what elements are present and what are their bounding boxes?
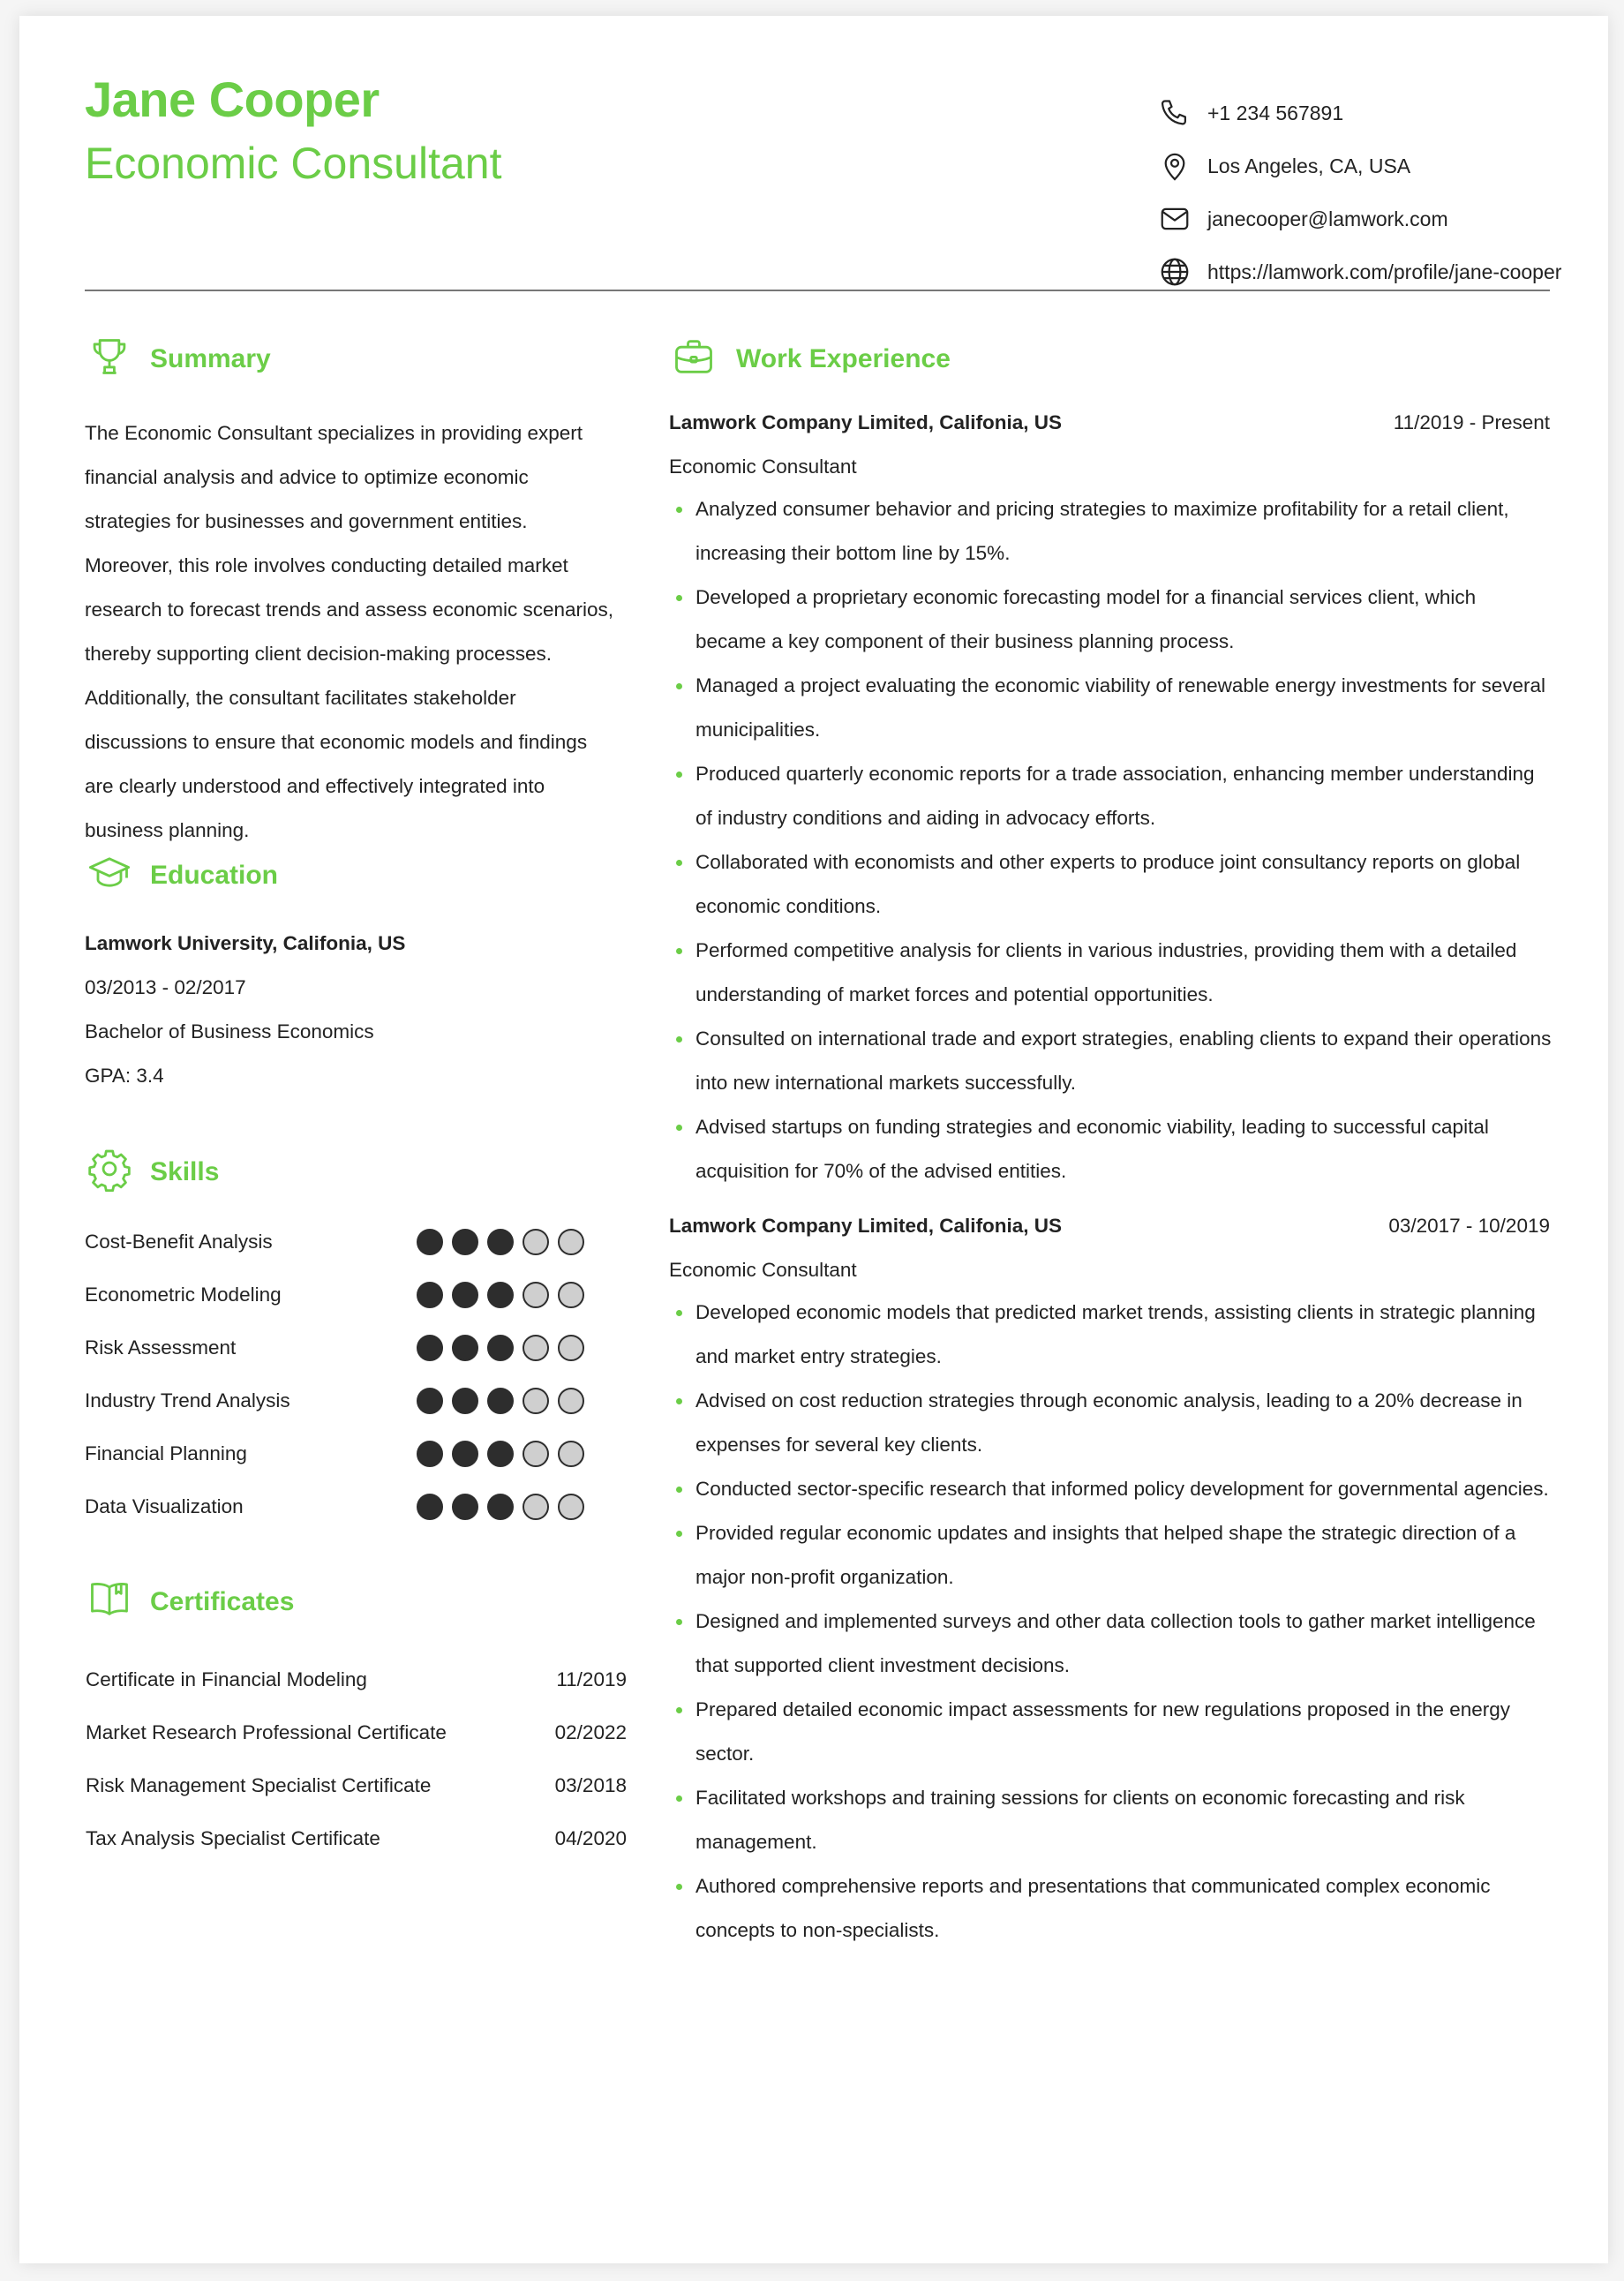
gear-icon	[86, 1146, 132, 1192]
job-bullet: Developed a proprietary economic forecasting model for a financial services client, which became a key component of their business planning process.	[669, 576, 1552, 664]
certificate-name: Certificate in Financial Modeling	[86, 1668, 367, 1690]
skill-dot-filled	[487, 1282, 514, 1308]
experience-heading: Work Experience	[736, 344, 951, 373]
contact-email-text: janecooper@lamwork.com	[1207, 207, 1448, 230]
education-heading: Education	[150, 861, 279, 890]
skill-dot-empty	[558, 1388, 584, 1414]
job-role: Economic Consultant	[669, 1259, 857, 1281]
skill-dot-empty	[558, 1494, 584, 1520]
phone-icon	[1158, 96, 1192, 130]
job-bullet: Managed a project evaluating the economic viability of renewable energy investments for several municipalities.	[669, 664, 1552, 752]
candidate-title: Economic Consultant	[85, 139, 502, 188]
skill-label: Econometric Modeling	[85, 1284, 282, 1306]
education-dates: 03/2013 - 02/2017	[85, 976, 246, 998]
job-bullet: Provided regular economic updates and insights that helped shape the strategic direction of a major non-profit organization.	[669, 1511, 1552, 1600]
skill-dot-filled	[452, 1335, 478, 1361]
certificates-heading: Certificates	[150, 1587, 295, 1616]
skill-dot-empty	[523, 1494, 549, 1520]
skill-dot-empty	[523, 1282, 549, 1308]
job-bullets	[669, 1291, 1552, 1953]
education-degree: Bachelor of Business Economics	[85, 1020, 374, 1043]
skill-dot-filled	[487, 1441, 514, 1467]
candidate-name: Jane Cooper	[85, 72, 380, 127]
job-bullets	[669, 487, 1552, 1193]
skill-rating	[417, 1229, 584, 1255]
job-bullet: Consulted on international trade and export strategies, enabling clients to expand their operations into new international markets successfully.	[669, 1017, 1552, 1105]
skill-dot-filled	[487, 1335, 514, 1361]
certificate-date: 03/2018	[554, 1774, 627, 1796]
skill-dot-filled	[417, 1335, 443, 1361]
mail-icon	[1158, 202, 1192, 236]
skill-dot-empty	[523, 1441, 549, 1467]
certificate-date: 11/2019	[556, 1668, 627, 1690]
globe-icon	[1158, 255, 1192, 289]
job-role: Economic Consultant	[669, 455, 857, 478]
skill-dot-filled	[417, 1441, 443, 1467]
trophy-icon	[86, 334, 132, 380]
skill-dot-filled	[452, 1441, 478, 1467]
contact-email[interactable]	[1158, 201, 1448, 237]
job-bullet: Developed economic models that predicted market trends, assisting clients in strategic planning and market entry strategies.	[669, 1291, 1552, 1379]
skill-label: Financial Planning	[85, 1442, 247, 1464]
skill-rating	[417, 1282, 584, 1308]
education-school: Lamwork University, Califonia, US	[85, 932, 406, 954]
summary-text: The Economic Consultant specializes in providing expert financial analysis and advice to optimize economic strategies for businesses and government entities. Moreover, this role involves conducting detailed market research to forecast trends and assess economic scenarios, thereby supporting client decision-making processes. Additionally, the consultant facilitates stakeholder discussions to ensure that economic models and findings are clearly understood and effectively integrated into business planning.	[85, 422, 614, 841]
skill-dot-empty	[558, 1441, 584, 1467]
resume-page	[19, 16, 1608, 2263]
briefcase-icon	[671, 334, 717, 380]
skill-rating	[417, 1441, 584, 1467]
skill-dot-empty	[558, 1229, 584, 1255]
skill-dot-filled	[417, 1282, 443, 1308]
job-bullet: Performed competitive analysis for clients in various industries, providing them with a detailed understanding of market forces and potential opportunities.	[669, 929, 1552, 1017]
job-bullet: Produced quarterly economic reports for a trade association, enhancing member understanding of industry conditions and aiding in advocacy efforts.	[669, 752, 1552, 840]
skill-label: Risk Assessment	[85, 1336, 237, 1359]
job-bullet: Prepared detailed economic impact assessments for new regulations proposed in the energy sector.	[669, 1688, 1552, 1776]
skill-dot-filled	[417, 1494, 443, 1520]
job-dates: 03/2017 - 10/2019	[1388, 1215, 1550, 1237]
skill-dot-filled	[452, 1494, 478, 1520]
skill-dot-filled	[452, 1282, 478, 1308]
skill-dot-filled	[452, 1388, 478, 1414]
job-bullet: Authored comprehensive reports and presentations that communicated complex economic concepts to non-specialists.	[669, 1864, 1552, 1953]
summary-heading: Summary	[150, 344, 271, 373]
contact-phone-text: +1 234 567891	[1207, 101, 1344, 124]
skill-dot-empty	[523, 1229, 549, 1255]
skill-dot-filled	[487, 1494, 514, 1520]
location-pin-icon	[1158, 149, 1192, 183]
header-divider	[85, 290, 1550, 291]
skill-rating	[417, 1494, 584, 1520]
skill-dot-empty	[523, 1388, 549, 1414]
skill-dot-filled	[417, 1229, 443, 1255]
job-bullet: Designed and implemented surveys and other data collection tools to gather market intelligence that supported client investment decisions.	[669, 1600, 1552, 1688]
skill-label: Cost-Benefit Analysis	[85, 1231, 273, 1253]
open-book-icon	[86, 1575, 132, 1621]
job-bullet: Collaborated with economists and other experts to produce joint consultancy reports on global economic conditions.	[669, 840, 1552, 929]
skill-dot-filled	[487, 1388, 514, 1414]
job-dates: 11/2019 - Present	[1393, 411, 1550, 433]
certificate-date: 02/2022	[554, 1721, 627, 1743]
job-bullet: Facilitated workshops and training sessions for clients on economic forecasting and risk management.	[669, 1776, 1552, 1864]
skill-dot-filled	[417, 1388, 443, 1414]
education-gpa: GPA: 3.4	[85, 1065, 164, 1087]
contact-website[interactable]	[1158, 254, 1562, 290]
skill-label: Data Visualization	[85, 1495, 244, 1517]
skill-rating	[417, 1388, 584, 1414]
skill-dot-empty	[558, 1335, 584, 1361]
certificate-name: Risk Management Specialist Certificate	[86, 1774, 432, 1796]
contact-phone[interactable]	[1158, 95, 1344, 131]
job-bullet: Analyzed consumer behavior and pricing strategies to maximize profitability for a retail client, increasing their bottom line by 15%.	[669, 487, 1552, 576]
skill-label: Industry Trend Analysis	[85, 1389, 290, 1412]
job-bullet: Advised on cost reduction strategies through economic analysis, leading to a 20% decrease in expenses for several key clients.	[669, 1379, 1552, 1467]
skill-dot-empty	[523, 1335, 549, 1361]
skills-heading: Skills	[150, 1157, 220, 1186]
skill-dot-empty	[558, 1282, 584, 1308]
skill-rating	[417, 1335, 584, 1361]
job-bullet: Advised startups on funding strategies and economic viability, leading to successful capital acquisition for 70% of the advised entities.	[669, 1105, 1552, 1193]
skill-dot-filled	[487, 1229, 514, 1255]
job-bullet: Conducted sector-specific research that informed policy development for governmental agencies.	[669, 1467, 1552, 1511]
contact-location	[1158, 148, 1411, 184]
graduation-cap-icon	[86, 849, 132, 895]
job-company: Lamwork Company Limited, Califonia, US	[669, 1215, 1063, 1237]
contact-website-text: https://lamwork.com/profile/jane-cooper	[1207, 260, 1562, 283]
certificate-name: Market Research Professional Certificate	[86, 1721, 447, 1743]
certificate-name: Tax Analysis Specialist Certificate	[86, 1827, 380, 1849]
skill-dot-filled	[452, 1229, 478, 1255]
contact-location-text: Los Angeles, CA, USA	[1207, 154, 1411, 177]
certificate-date: 04/2020	[554, 1827, 627, 1849]
job-company: Lamwork Company Limited, Califonia, US	[669, 411, 1063, 433]
